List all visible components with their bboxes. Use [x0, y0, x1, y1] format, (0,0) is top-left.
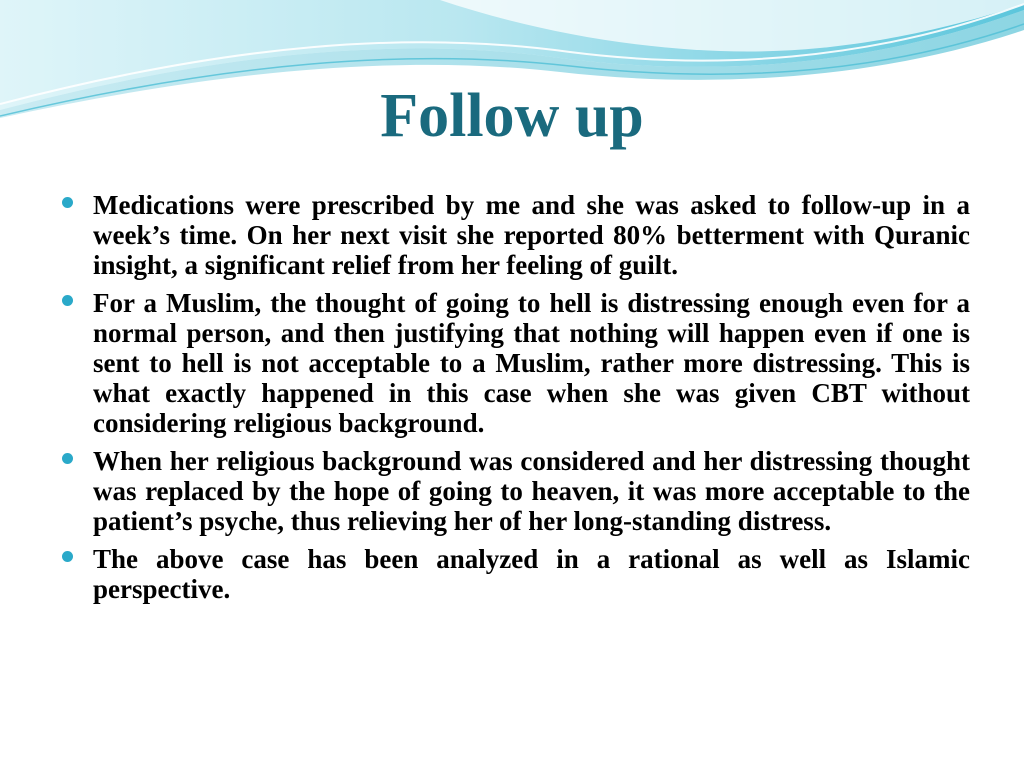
bullet-text: When her religious background was considered and her distressing thought was replaced by the hope of going to heaven, it was more acceptable to the patient’s psyche, thus relieving her of her long-standing distress.: [93, 446, 970, 536]
bullet-item: [62, 446, 970, 536]
bullet-dot-icon: [62, 197, 73, 208]
bullet-dot-icon: [62, 551, 73, 562]
bullet-list: [62, 190, 970, 612]
bullet-item: [62, 544, 970, 604]
bullet-item: [62, 190, 970, 280]
bullet-text: For a Muslim, the thought of going to hell is distressing enough even for a normal person, and then justifying that nothing will happen even if one is sent to hell is not acceptable to a Muslim, rather more distressing. This is what exactly happened in this case when she was given CBT without considering religious background.: [93, 288, 970, 438]
bullet-dot-icon: [62, 453, 73, 464]
bullet-text: Medications were prescribed by me and she was asked to follow-up in a week’s time. On her next visit she reported 80% betterment with Quranic insight, a significant relief from her feeling of guilt.: [93, 190, 970, 280]
bullet-item: [62, 288, 970, 438]
bullet-text: The above case has been analyzed in a rational as well as Islamic perspective.: [93, 544, 970, 604]
bullet-dot-icon: [62, 295, 73, 306]
slide-title: Follow up: [380, 82, 644, 150]
